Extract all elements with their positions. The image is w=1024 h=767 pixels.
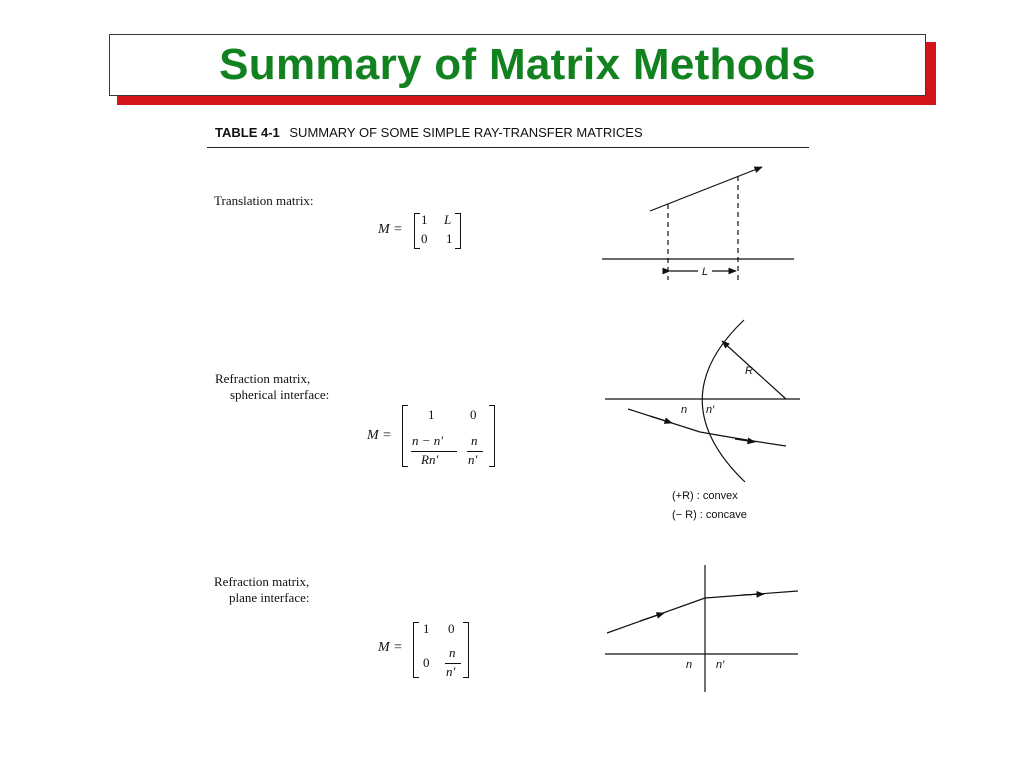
ray-direction-arrow	[742, 594, 764, 595]
fraction-numerator: n	[471, 433, 478, 448]
matrix-cell: 1	[421, 212, 428, 227]
slide-title: Summary of Matrix Methods	[219, 40, 816, 89]
fraction-numerator: n − n′	[412, 433, 444, 448]
translation-label-line: Translation matrix:	[214, 193, 314, 208]
index-n-label: n	[681, 404, 688, 416]
radius-label: R	[745, 365, 753, 377]
spherical-surface	[702, 320, 745, 482]
index-n-prime-label: n′	[716, 659, 725, 671]
convex-note: (+R) : convex	[672, 490, 738, 502]
translation-ray	[650, 167, 762, 211]
matrix-cell: L	[444, 212, 452, 227]
matrix-cell: 1	[446, 231, 453, 246]
refracted-ray	[700, 432, 786, 446]
spherical-diagram	[605, 320, 800, 482]
table-number: TABLE 4-1	[215, 125, 280, 140]
matrix-cell: 0	[421, 231, 428, 246]
spherical-label-line: spherical interface:	[230, 387, 330, 402]
matrix-cell: 0	[423, 655, 430, 670]
matrix-symbol: M =	[378, 222, 403, 237]
table-caption: SUMMARY OF SOME SIMPLE RAY-TRANSFER MATRICES	[289, 125, 643, 140]
matrix-symbol: M =	[378, 640, 403, 655]
radius-arrow	[722, 341, 786, 399]
concave-note: (− R) : concave	[672, 509, 747, 521]
matrix-cell: 1	[423, 621, 430, 636]
matrix-cell: 0	[470, 407, 477, 422]
matrix-symbol: M =	[367, 428, 392, 443]
matrix-cell: 0	[448, 621, 455, 636]
fraction-denominator: Rn′	[421, 452, 439, 467]
plane-label-line: Refraction matrix,	[214, 574, 310, 589]
fraction-numerator: n	[449, 645, 456, 660]
ray-direction-arrow	[640, 613, 664, 621]
translation-diagram	[602, 167, 794, 280]
fraction-denominator: n′	[468, 452, 478, 467]
plane-label-line: plane interface:	[229, 590, 310, 605]
spherical-label-line: Refraction matrix,	[215, 371, 311, 386]
index-n-prime-label: n′	[706, 404, 715, 416]
matrix-cell: 1	[428, 407, 435, 422]
ray-direction-arrow	[650, 416, 672, 423]
fraction-denominator: n′	[446, 664, 456, 679]
plane-diagram	[605, 565, 798, 692]
length-label: L	[702, 266, 709, 278]
index-n-label: n	[686, 659, 693, 671]
